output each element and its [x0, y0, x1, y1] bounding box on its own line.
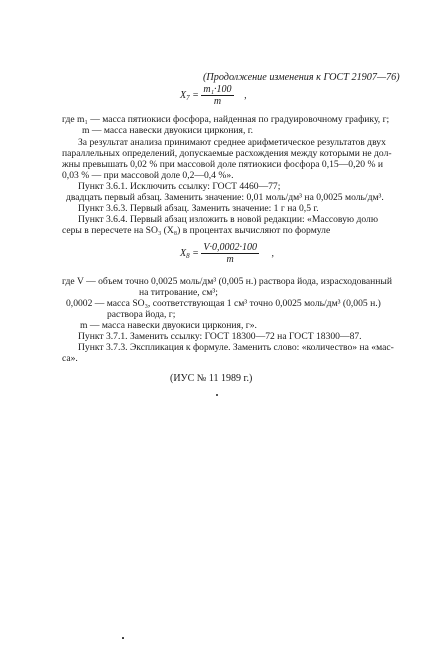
formula-x7 [180, 84, 247, 107]
point-3-7-3-line2: са». [62, 353, 78, 364]
formula-x8-numerator: V·0,0002·100 [203, 242, 257, 253]
legend2-line2: на титрование, см³; [139, 287, 218, 298]
legend2-line5: m — масса навески двуокиси циркония, г». [80, 320, 257, 331]
formula-x7-numerator: m₁·100 [203, 84, 232, 95]
point-3-6-4-line1: Пункт 3.6.4. Первый абзац изложить в новой редакции: «Массовую долю [78, 214, 378, 225]
para1-line1: За результат анализа принимают среднее арифметическое результатов двух [78, 137, 386, 148]
legend2-line1: где V — объем точно 0,0025 моль/дм³ (0,005 н.) раствора йода, израсходованный [62, 276, 392, 287]
formula-x8-denominator: m [226, 254, 234, 265]
formula-x7-fraction [201, 84, 233, 107]
legend1-line1: где m₁ — масса пятиокиси фосфора, найденная по градуировочному графику, г; [62, 114, 390, 125]
formula-x8-lhs: X [180, 247, 187, 259]
document-header: (Продолжение изменения к ГОСТ 21907—76) [203, 72, 400, 83]
point-3-6-1: Пункт 3.6.1. Исключить ссылку: ГОСТ 4460—77; [78, 181, 281, 192]
point-3-7-3-line1: Пункт 3.7.3. Экспликация к формуле. Заменить слово: «количество» на «мас- [78, 342, 394, 353]
point-3-6-3: Пункт 3.6.3. Первый абзац. Заменить значение: 1 г на 0,5 г. [78, 203, 319, 214]
formula-x8-equals: = [192, 247, 199, 259]
legend2-line4: раствора йода, г; [107, 309, 176, 320]
point-3-6-4-line2: серы в пересчете на SO₃ (X₈) в процентах вычисляют по формуле [62, 225, 331, 236]
formula-x8-fraction [201, 242, 259, 265]
formula-x7-denominator: m [213, 96, 222, 107]
formula-x7-equals: = [192, 89, 199, 101]
formula-x7-lhs-sub: 7 [186, 93, 190, 102]
formula-x7-comma: , [244, 89, 247, 101]
para1-line2: параллельных определений, допускаемые расхождения между которыми не дол- [62, 148, 392, 159]
formula-x8-comma: , [271, 247, 274, 259]
point-3-6-1-sub: двадцать первый абзац. Заменить значение: 0,01 моль/дм³ на 0,0025 моль/дм³. [66, 192, 384, 203]
formula-x8-lhs-sub: 8 [186, 251, 190, 260]
para1-line3: жны превышать 0,02 % при массовой доле пятиокиси фосфора 0,15—0,20 % и [62, 159, 383, 170]
formula-x8 [180, 242, 274, 265]
scan-speck [122, 637, 124, 639]
legend2-line3: 0,0002 — масса SO₃, соответствующая 1 см³ точно 0,0025 моль/дм³ (0,005 н.) [66, 298, 381, 309]
formula-x7-lhs: X [180, 89, 187, 101]
scan-speck [216, 394, 218, 396]
legend1-line2: m — масса навески двуокиси циркония, г. [82, 125, 254, 136]
document-footer: (ИУС № 11 1989 г.) [170, 373, 253, 384]
para1-line4: 0,03 % — при массовой доле 0,2—0,4 %». [62, 170, 234, 181]
point-3-7-1: Пункт 3.7.1. Заменить ссылку: ГОСТ 18300—72 на ГОСТ 18300—87. [78, 331, 362, 342]
